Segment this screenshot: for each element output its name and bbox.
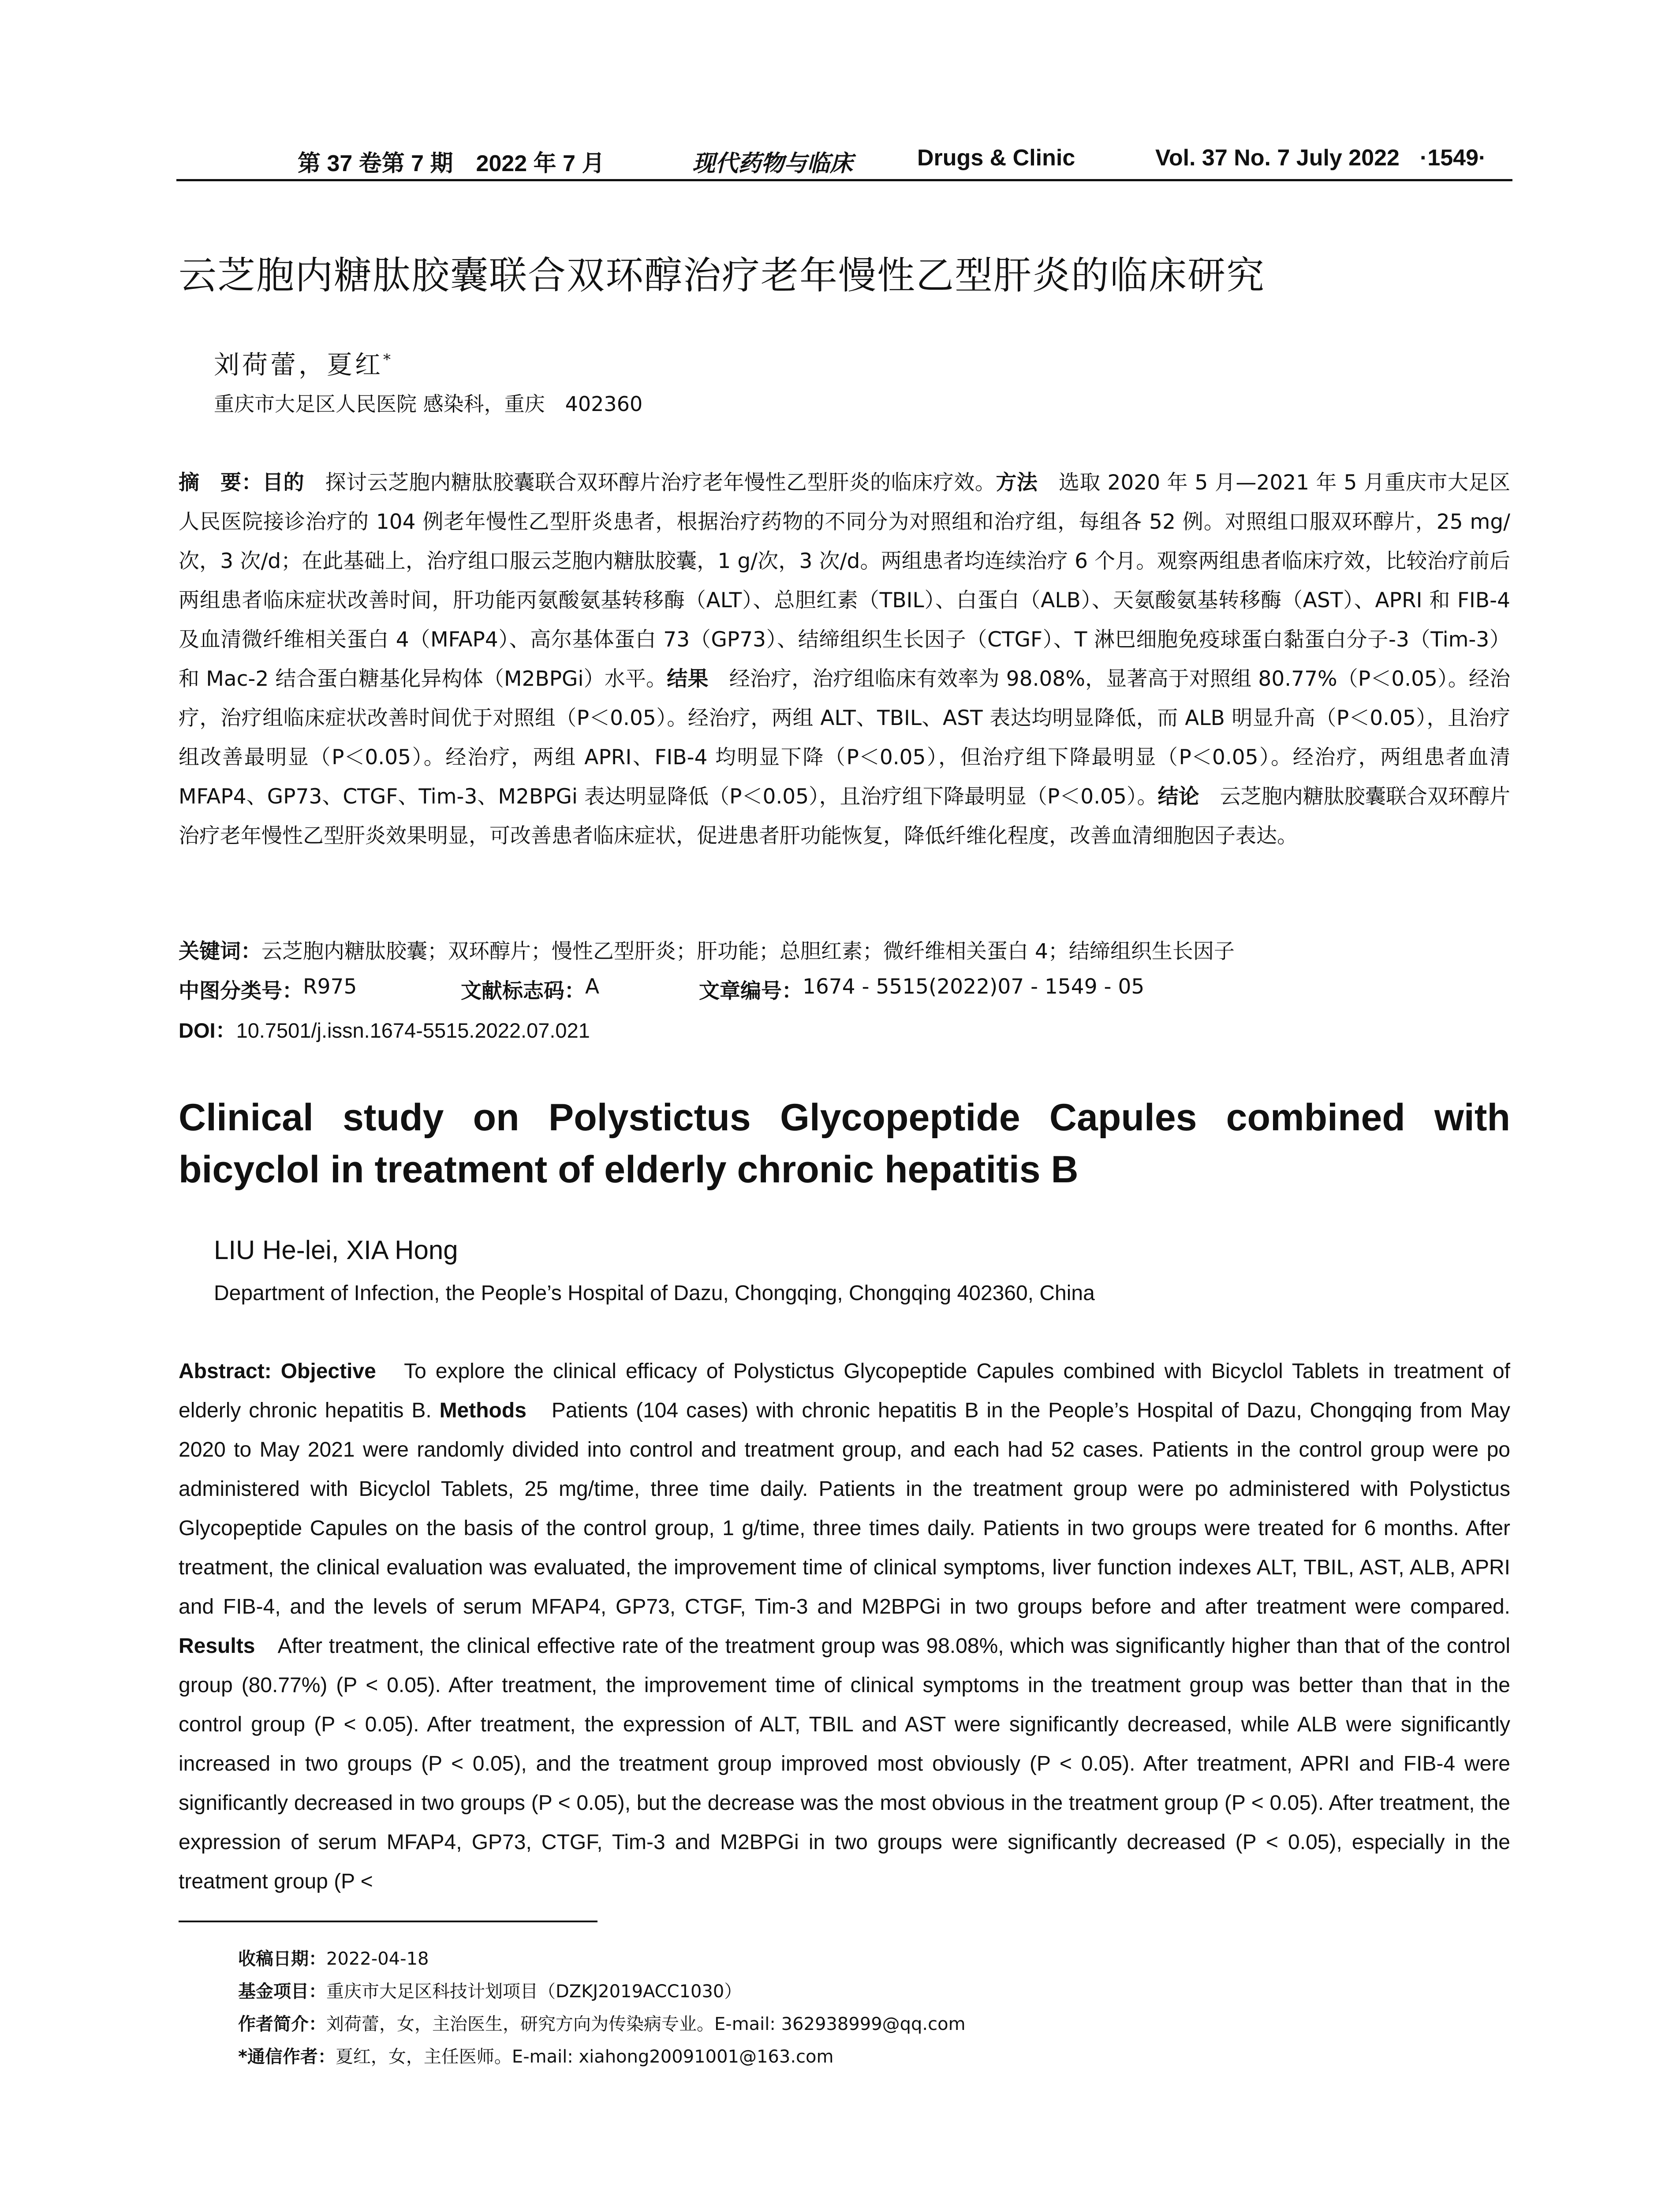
keywords xyxy=(179,935,1510,964)
doc-code-item xyxy=(461,975,600,1004)
corresponding-text: 夏红，女，主任医师。E-mail: xiahong20091001@163.com xyxy=(335,2047,834,2067)
header-page-number: ·1549· xyxy=(1420,145,1486,171)
abstract-cn-label: 摘 要： xyxy=(179,471,263,495)
title-cn: 云芝胞内糖肽胶囊联合双环醇治疗老年慢性乙型肝炎的临床研究 xyxy=(179,254,1265,298)
corresponding-label: *通信作者： xyxy=(238,2047,336,2067)
footnote-received xyxy=(238,1943,966,1975)
methods-cn-label: 方法 xyxy=(996,471,1038,495)
footnote-author xyxy=(238,2008,966,2041)
doc-code-label: 文献标志码： xyxy=(461,979,585,1003)
results-en-label: Results xyxy=(179,1634,255,1658)
received-date: 2022-04-18 xyxy=(326,1949,429,1969)
running-header xyxy=(176,140,1512,184)
objective-en-label: Objective xyxy=(280,1360,376,1383)
clc-label: 中图分类号： xyxy=(179,979,303,1003)
results-en-text: After treatment, the clinical effective rate of the treatment group was 98.08%, which was significantly higher than that of the control group (80.77%) (P < 0.05). After treatment, the improvement time of clinical symptoms in the treatment group was better than that in the control group (P < 0.05). After treatment, the expression of ALT, TBIL and AST were significantly decreased, while ALB were significantly increased in two groups (P < 0.05), and the treatment group improved most obviously (P < 0.05). After treatment, APRI and FIB-4 were significantly decreased in two groups (P < 0.05), but the decrease was the most obvious in the treatment group (P < 0.05). After treatment, the expression of serum MFAP4, GP73, CTGF, Tim-3 and M2BPGi in two groups were significantly decreased (P < 0.05), especially in the treatment group (P < xyxy=(179,1634,1510,1893)
authors-cn-names: 刘荷蕾，夏红 xyxy=(214,350,384,380)
fund-label: 基金项目： xyxy=(238,1981,326,2002)
title-en: Clinical study on Polystictus Glycopeptide Capules combined with bicyclol in treatment of elderly chronic hepatitis B xyxy=(179,1096,1510,1191)
abstract-en xyxy=(179,1352,1510,1901)
author-bio-text: 刘荷蕾，女，主治医生，研究方向为传染病专业。E-mail: 362938999@qq.com xyxy=(326,2014,966,2034)
header-volume-cn: 第 37 卷第 7 期 2022 年 7 月 xyxy=(298,151,605,176)
authors-en: LIU He-lei, XIA Hong xyxy=(214,1235,458,1265)
corresponding-mark: * xyxy=(383,351,394,369)
fund-text: 重庆市大足区科技计划项目（DZKJ2019ACC1030） xyxy=(326,1981,742,2002)
clc-value: R975 xyxy=(303,975,357,999)
authors-cn xyxy=(214,344,393,381)
doi-value: 10.7501/j.issn.1674-5515.2022.07.021 xyxy=(236,1019,590,1042)
header-journal-cn: 现代药物与临床 xyxy=(692,150,853,177)
footnote-rule xyxy=(179,1921,597,1922)
doi xyxy=(179,1014,590,1044)
footnotes xyxy=(238,1943,966,2073)
received-label: 收稿日期： xyxy=(238,1949,326,1969)
results-cn-text: 经治疗，治疗组临床有效率为 98.08%，显著高于对照组 80.77%（P＜0.05）。经治疗，治疗组临床症状改善时间优于对照组（P＜0.05）。经治疗，两组 ALT、TBIL、AST 表达均明显降低，而 ALB 明显升高（P＜0.05），且治疗组改善最明显（P＜0.05）。经治疗，两组 APRI、FIB-4 均明显下降（P＜0.05），但治疗组下降最明显（P＜0.05）。经治疗，两组患者血清 MFAP4、GP73、CTGF、Tim-3、M2BPGi 表达明显降低（P＜0.05），且治疗组下降最明显（P＜0.05）。 xyxy=(179,667,1511,809)
methods-cn-text: 选取 2020 年 5 月—2021 年 5 月重庆市大足区人民医院接诊治疗的 104 例老年慢性乙型肝炎患者，根据治疗药物的不同分为对照组和治疗组，每组各 52 例。对照组口服双环醇片，25 mg/次，3 次/d；在此基础上，治疗组口服云芝胞内糖肽胶囊，1 g/次，3 次/d。两组患者均连续治疗 6 个月。观察两组患者临床疗效，比较治疗前后两组患者临床症状改善时间，肝功能丙氨酸氨基转移酶（ALT）、总胆红素（TBIL）、白蛋白（ALB）、天氨酸氨基转移酶（AST）、APRI 和 FIB-4 及血清微纤维相关蛋白 4（MFAP4）、高尔基体蛋白 73（GP73）、结缔组织生长因子（CTGF）、T 淋巴细胞免疫球蛋白黏蛋白分子-3（Tim-3）和 Mac-2 结合蛋白糖基化异构体（M2BPGi）水平。 xyxy=(179,471,1511,691)
article-no-item xyxy=(699,975,1145,1004)
doi-label: DOI： xyxy=(179,1019,236,1042)
keywords-label: 关键词： xyxy=(179,939,261,964)
article-no-label: 文章编号： xyxy=(699,979,803,1003)
abstract-en-label: Abstract: xyxy=(179,1360,272,1383)
conclusion-cn-text: 云芝胞内糖肽胶囊联合双环醇片治疗老年慢性乙型肝炎效果明显，可改善患者临床症状，促进患者肝功能恢复，降低纤维化程度，改善血清细胞因子表达。 xyxy=(179,785,1511,848)
clc-item xyxy=(179,975,357,1004)
doc-code-value: A xyxy=(585,975,600,999)
footnote-fund xyxy=(238,1975,966,2008)
objective-cn-label: 目的 xyxy=(262,471,305,495)
conclusion-cn-label: 结论 xyxy=(1157,785,1199,809)
header-rule xyxy=(176,179,1512,181)
methods-en-label: Methods xyxy=(439,1399,526,1422)
objective-cn-text: 探讨云芝胞内糖肽胶囊联合双环醇片治疗老年慢性乙型肝炎的临床疗效。 xyxy=(304,471,996,495)
results-cn-label: 结果 xyxy=(667,667,709,691)
affiliation-en: Department of Infection, the People’s Hospital of Dazu, Chongqing, Chongqing 402360, China xyxy=(214,1282,1095,1305)
header-journal-en: Drugs & Clinic xyxy=(917,145,1075,171)
header-volume-en: Vol. 37 No. 7 July 2022 xyxy=(1155,145,1400,171)
affiliation-cn: 重庆市大足区人民医院 感染科，重庆 402360 xyxy=(214,392,643,416)
keywords-text: 云芝胞内糖肽胶囊；双环醇片；慢性乙型肝炎；肝功能；总胆红素；微纤维相关蛋白 4；结缔组织生长因子 xyxy=(261,939,1235,964)
article-no-value: 1674 - 5515(2022)07 - 1549 - 05 xyxy=(803,975,1145,999)
footnote-corresponding xyxy=(238,2041,966,2073)
objective-en-text: To explore the clinical efficacy of Polystictus Glycopeptide Capules combined with Bicyclol Tablets in treatment of elderly chronic hepatitis B. xyxy=(179,1360,1510,1422)
abstract-cn xyxy=(179,463,1510,856)
methods-en-text: Patients (104 cases) with chronic hepatitis B in the People’s Hospital of Dazu, Chongqing from May 2020 to May 2021 were randomly divided into control and treatment group, and each had 52 cases. Patients in the control group were po administered with Bicyclol Tablets, 25 mg/time, three time daily. Patients in the treatment group were po administered with Polystictus Glycopeptide Capules on the basis of the control group, 1 g/time, three times daily. Patients in two groups were treated for 6 months. After treatment, the clinical evaluation was evaluated, the improvement time of clinical symptoms, liver function indexes ALT, TBIL, AST, ALB, APRI and FIB-4, and the levels of serum MFAP4, GP73, CTGF, Tim-3 and M2BPGi in two groups before and after treatment were compared. xyxy=(179,1399,1510,1618)
author-bio-label: 作者简介： xyxy=(238,2014,326,2034)
